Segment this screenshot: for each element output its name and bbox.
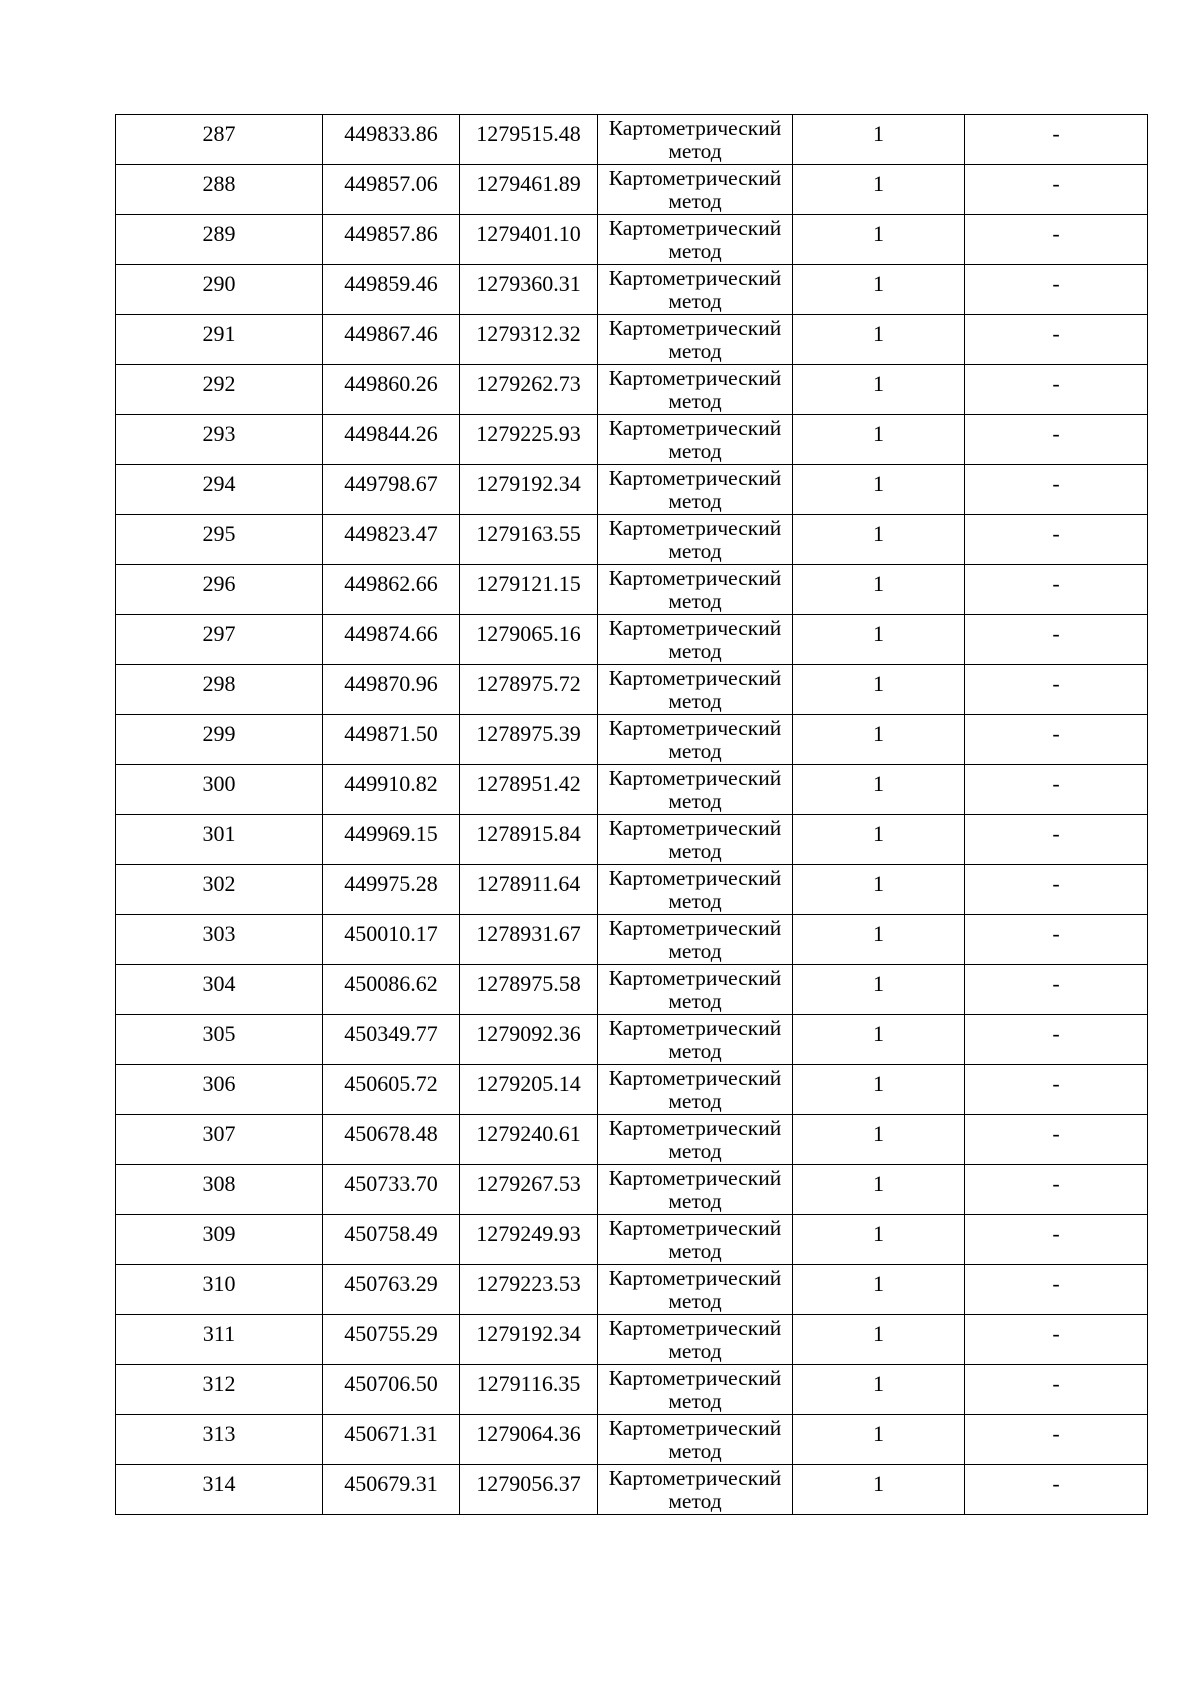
accuracy-cell: 1 [793, 465, 965, 515]
point-number-cell: 292 [116, 365, 323, 415]
method-cell [598, 1215, 793, 1265]
point-number-cell: 301 [116, 815, 323, 865]
method-cell [598, 165, 793, 215]
note-cell: - [965, 1315, 1148, 1365]
x-coordinate-cell: 450706.50 [323, 1365, 460, 1415]
y-coordinate-cell: 1278911.64 [460, 865, 598, 915]
point-number-cell: 295 [116, 515, 323, 565]
y-coordinate-cell: 1278915.84 [460, 815, 598, 865]
method-line-2: метод [668, 589, 722, 613]
method-line-1: Картометрический [608, 766, 782, 790]
accuracy-cell: 1 [793, 615, 965, 665]
method-line-1: Картометрический [608, 866, 782, 890]
y-coordinate-cell: 1279240.61 [460, 1115, 598, 1165]
accuracy-cell: 1 [793, 665, 965, 715]
method-cell [598, 865, 793, 915]
note-cell: - [965, 165, 1148, 215]
point-number-cell: 305 [116, 1015, 323, 1065]
method-line-2: метод [668, 189, 722, 213]
method-line-2: метод [668, 1039, 722, 1063]
y-coordinate-cell: 1279192.34 [460, 465, 598, 515]
point-number-cell: 303 [116, 915, 323, 965]
table-row [116, 1065, 1148, 1115]
accuracy-cell: 1 [793, 265, 965, 315]
y-coordinate-cell: 1278931.67 [460, 915, 598, 965]
y-coordinate-cell: 1279401.10 [460, 215, 598, 265]
method-line-2: метод [668, 439, 722, 463]
method-line-1: Картометрический [608, 966, 782, 990]
method-line-1: Картометрический [608, 716, 782, 740]
method-cell [598, 265, 793, 315]
method-cell [598, 1115, 793, 1165]
point-number-cell: 312 [116, 1365, 323, 1415]
method-line-2: метод [668, 889, 722, 913]
method-cell [598, 515, 793, 565]
x-coordinate-cell: 449823.47 [323, 515, 460, 565]
y-coordinate-cell: 1279163.55 [460, 515, 598, 565]
table-row [116, 415, 1148, 465]
accuracy-cell: 1 [793, 1015, 965, 1065]
note-cell: - [965, 965, 1148, 1015]
note-cell: - [965, 1215, 1148, 1265]
accuracy-cell: 1 [793, 865, 965, 915]
y-coordinate-cell: 1279192.34 [460, 1315, 598, 1365]
y-coordinate-cell: 1279056.37 [460, 1465, 598, 1515]
method-line-2: метод [668, 789, 722, 813]
method-line-1: Картометрический [608, 1166, 782, 1190]
method-line-1: Картометрический [608, 1316, 782, 1340]
table-row [116, 315, 1148, 365]
method-line-1: Картометрический [608, 316, 782, 340]
table-row [116, 265, 1148, 315]
method-line-2: метод [668, 539, 722, 563]
method-line-1: Картометрический [608, 666, 782, 690]
y-coordinate-cell: 1279205.14 [460, 1065, 598, 1115]
accuracy-cell: 1 [793, 1165, 965, 1215]
y-coordinate-cell: 1279312.32 [460, 315, 598, 365]
table-row [116, 965, 1148, 1015]
x-coordinate-cell: 449874.66 [323, 615, 460, 665]
method-line-2: метод [668, 139, 722, 163]
table-row [116, 465, 1148, 515]
method-cell [598, 215, 793, 265]
table-row [116, 215, 1148, 265]
method-line-2: метод [668, 1239, 722, 1263]
table-row [116, 1415, 1148, 1465]
y-coordinate-cell: 1279262.73 [460, 365, 598, 415]
table-row [116, 1015, 1148, 1065]
y-coordinate-cell: 1279116.35 [460, 1365, 598, 1415]
note-cell: - [965, 665, 1148, 715]
x-coordinate-cell: 450758.49 [323, 1215, 460, 1265]
x-coordinate-cell: 449871.50 [323, 715, 460, 765]
table-row [116, 365, 1148, 415]
method-line-2: метод [668, 239, 722, 263]
method-cell [598, 1165, 793, 1215]
table-row [116, 865, 1148, 915]
point-number-cell: 291 [116, 315, 323, 365]
method-cell [598, 415, 793, 465]
table-row [116, 765, 1148, 815]
note-cell: - [965, 515, 1148, 565]
point-number-cell: 287 [116, 115, 323, 165]
accuracy-cell: 1 [793, 965, 965, 1015]
x-coordinate-cell: 450010.17 [323, 915, 460, 965]
x-coordinate-cell: 450679.31 [323, 1465, 460, 1515]
x-coordinate-cell: 449975.28 [323, 865, 460, 915]
accuracy-cell: 1 [793, 1115, 965, 1165]
method-cell [598, 315, 793, 365]
method-cell [598, 1365, 793, 1415]
method-line-2: метод [668, 839, 722, 863]
method-cell [598, 115, 793, 165]
note-cell: - [965, 1365, 1148, 1415]
y-coordinate-cell: 1279223.53 [460, 1265, 598, 1315]
y-coordinate-cell: 1278975.72 [460, 665, 598, 715]
x-coordinate-cell: 450086.62 [323, 965, 460, 1015]
accuracy-cell: 1 [793, 365, 965, 415]
method-line-2: метод [668, 289, 722, 313]
x-coordinate-cell: 449833.86 [323, 115, 460, 165]
y-coordinate-cell: 1279267.53 [460, 1165, 598, 1215]
x-coordinate-cell: 450763.29 [323, 1265, 460, 1315]
table-row [116, 665, 1148, 715]
x-coordinate-cell: 449844.26 [323, 415, 460, 465]
note-cell: - [965, 365, 1148, 415]
point-number-cell: 296 [116, 565, 323, 615]
method-line-1: Картометрический [608, 1066, 782, 1090]
table-row [116, 1365, 1148, 1415]
x-coordinate-cell: 450349.77 [323, 1015, 460, 1065]
method-line-1: Картометрический [608, 416, 782, 440]
method-line-2: метод [668, 989, 722, 1013]
point-number-cell: 290 [116, 265, 323, 315]
accuracy-cell: 1 [793, 765, 965, 815]
x-coordinate-cell: 449857.86 [323, 215, 460, 265]
point-number-cell: 304 [116, 965, 323, 1015]
method-line-2: метод [668, 639, 722, 663]
x-coordinate-cell: 449798.67 [323, 465, 460, 515]
method-line-1: Картометрический [608, 1016, 782, 1040]
note-cell: - [965, 1415, 1148, 1465]
method-line-2: метод [668, 1389, 722, 1413]
method-cell [598, 715, 793, 765]
note-cell: - [965, 465, 1148, 515]
method-line-1: Картометрический [608, 116, 782, 140]
method-line-1: Картометрический [608, 516, 782, 540]
table-row [116, 515, 1148, 565]
point-number-cell: 308 [116, 1165, 323, 1215]
point-number-cell: 293 [116, 415, 323, 465]
x-coordinate-cell: 449862.66 [323, 565, 460, 615]
method-cell [598, 815, 793, 865]
x-coordinate-cell: 449867.46 [323, 315, 460, 365]
table-row [116, 1215, 1148, 1265]
accuracy-cell: 1 [793, 315, 965, 365]
method-line-2: метод [668, 1139, 722, 1163]
accuracy-cell: 1 [793, 565, 965, 615]
method-line-2: метод [668, 1439, 722, 1463]
accuracy-cell: 1 [793, 115, 965, 165]
point-number-cell: 294 [116, 465, 323, 515]
note-cell: - [965, 1165, 1148, 1215]
y-coordinate-cell: 1279515.48 [460, 115, 598, 165]
note-cell: - [965, 315, 1148, 365]
accuracy-cell: 1 [793, 1465, 965, 1515]
table-row [116, 565, 1148, 615]
y-coordinate-cell: 1278975.39 [460, 715, 598, 765]
x-coordinate-cell: 449910.82 [323, 765, 460, 815]
x-coordinate-cell: 449969.15 [323, 815, 460, 865]
method-line-1: Картометрический [608, 216, 782, 240]
method-line-1: Картометрический [608, 916, 782, 940]
y-coordinate-cell: 1279065.16 [460, 615, 598, 665]
note-cell: - [965, 715, 1148, 765]
accuracy-cell: 1 [793, 1315, 965, 1365]
method-line-1: Картометрический [608, 466, 782, 490]
point-number-cell: 311 [116, 1315, 323, 1365]
y-coordinate-cell: 1279064.36 [460, 1415, 598, 1465]
note-cell: - [965, 815, 1148, 865]
accuracy-cell: 1 [793, 915, 965, 965]
method-line-1: Картометрический [608, 816, 782, 840]
x-coordinate-cell: 450605.72 [323, 1065, 460, 1115]
point-number-cell: 289 [116, 215, 323, 265]
method-line-1: Картометрический [608, 166, 782, 190]
method-line-1: Картометрический [608, 1416, 782, 1440]
y-coordinate-cell: 1279092.36 [460, 1015, 598, 1065]
method-line-2: метод [668, 1089, 722, 1113]
x-coordinate-cell: 450755.29 [323, 1315, 460, 1365]
method-cell [598, 1065, 793, 1115]
note-cell: - [965, 1065, 1148, 1115]
note-cell: - [965, 1465, 1148, 1515]
point-number-cell: 307 [116, 1115, 323, 1165]
x-coordinate-cell: 450733.70 [323, 1165, 460, 1215]
method-line-2: метод [668, 1189, 722, 1213]
note-cell: - [965, 215, 1148, 265]
method-line-1: Картометрический [608, 1266, 782, 1290]
method-cell [598, 615, 793, 665]
note-cell: - [965, 1265, 1148, 1315]
method-cell [598, 915, 793, 965]
method-line-1: Картометрический [608, 1216, 782, 1240]
table-row [116, 815, 1148, 865]
method-line-1: Картометрический [608, 366, 782, 390]
point-number-cell: 313 [116, 1415, 323, 1465]
y-coordinate-cell: 1278975.58 [460, 965, 598, 1015]
point-number-cell: 309 [116, 1215, 323, 1265]
table-row [116, 1165, 1148, 1215]
point-number-cell: 288 [116, 165, 323, 215]
y-coordinate-cell: 1279360.31 [460, 265, 598, 315]
x-coordinate-cell: 450678.48 [323, 1115, 460, 1165]
method-line-2: метод [668, 939, 722, 963]
accuracy-cell: 1 [793, 815, 965, 865]
method-line-2: метод [668, 1339, 722, 1363]
y-coordinate-cell: 1279249.93 [460, 1215, 598, 1265]
method-cell [598, 465, 793, 515]
note-cell: - [965, 765, 1148, 815]
method-line-2: метод [668, 489, 722, 513]
table-row [116, 1115, 1148, 1165]
note-cell: - [965, 565, 1148, 615]
method-cell [598, 965, 793, 1015]
note-cell: - [965, 865, 1148, 915]
method-line-1: Картометрический [608, 616, 782, 640]
method-cell [598, 765, 793, 815]
method-line-2: метод [668, 1489, 722, 1513]
method-cell [598, 1465, 793, 1515]
x-coordinate-cell: 449870.96 [323, 665, 460, 715]
note-cell: - [965, 115, 1148, 165]
method-cell [598, 1415, 793, 1465]
accuracy-cell: 1 [793, 715, 965, 765]
y-coordinate-cell: 1279121.15 [460, 565, 598, 615]
accuracy-cell: 1 [793, 1215, 965, 1265]
method-line-1: Картометрический [608, 266, 782, 290]
coordinates-table-body [116, 115, 1148, 1515]
accuracy-cell: 1 [793, 515, 965, 565]
point-number-cell: 299 [116, 715, 323, 765]
method-line-1: Картометрический [608, 1366, 782, 1390]
table-row [116, 715, 1148, 765]
table-row [116, 915, 1148, 965]
y-coordinate-cell: 1278951.42 [460, 765, 598, 815]
method-line-1: Картометрический [608, 566, 782, 590]
method-line-1: Картометрический [608, 1466, 782, 1490]
point-number-cell: 310 [116, 1265, 323, 1315]
method-cell [598, 1015, 793, 1065]
point-number-cell: 302 [116, 865, 323, 915]
accuracy-cell: 1 [793, 1265, 965, 1315]
x-coordinate-cell: 449857.06 [323, 165, 460, 215]
table-row [116, 165, 1148, 215]
accuracy-cell: 1 [793, 1365, 965, 1415]
accuracy-cell: 1 [793, 1415, 965, 1465]
accuracy-cell: 1 [793, 415, 965, 465]
table-row [116, 615, 1148, 665]
x-coordinate-cell: 449860.26 [323, 365, 460, 415]
accuracy-cell: 1 [793, 215, 965, 265]
point-number-cell: 298 [116, 665, 323, 715]
method-cell [598, 1265, 793, 1315]
method-line-2: метод [668, 339, 722, 363]
method-cell [598, 665, 793, 715]
y-coordinate-cell: 1279225.93 [460, 415, 598, 465]
note-cell: - [965, 915, 1148, 965]
x-coordinate-cell: 450671.31 [323, 1415, 460, 1465]
x-coordinate-cell: 449859.46 [323, 265, 460, 315]
point-number-cell: 306 [116, 1065, 323, 1115]
method-cell [598, 1315, 793, 1365]
accuracy-cell: 1 [793, 165, 965, 215]
method-line-2: метод [668, 389, 722, 413]
method-line-1: Картометрический [608, 1116, 782, 1140]
method-line-2: метод [668, 1289, 722, 1313]
point-number-cell: 314 [116, 1465, 323, 1515]
note-cell: - [965, 415, 1148, 465]
point-number-cell: 300 [116, 765, 323, 815]
method-line-2: метод [668, 689, 722, 713]
coordinates-table [115, 114, 1148, 1515]
accuracy-cell: 1 [793, 1065, 965, 1115]
method-line-2: метод [668, 739, 722, 763]
note-cell: - [965, 1015, 1148, 1065]
note-cell: - [965, 1115, 1148, 1165]
note-cell: - [965, 615, 1148, 665]
table-row [116, 115, 1148, 165]
point-number-cell: 297 [116, 615, 323, 665]
note-cell: - [965, 265, 1148, 315]
table-row [116, 1265, 1148, 1315]
method-cell [598, 565, 793, 615]
table-row [116, 1465, 1148, 1515]
table-row [116, 1315, 1148, 1365]
method-cell [598, 365, 793, 415]
y-coordinate-cell: 1279461.89 [460, 165, 598, 215]
